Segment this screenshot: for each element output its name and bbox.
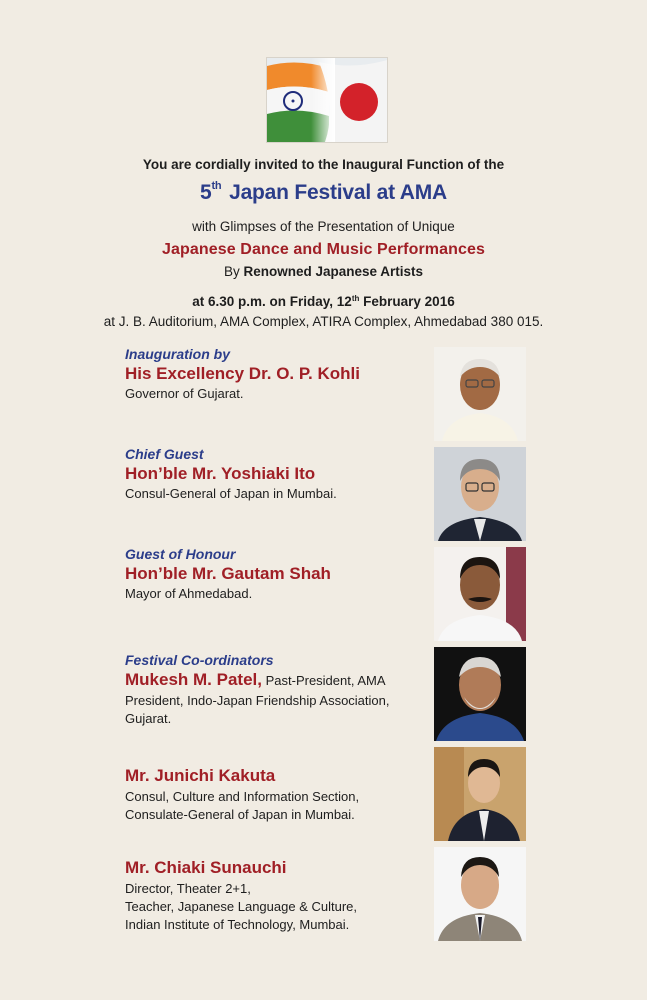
- section-role: Chief Guest: [125, 446, 204, 462]
- section-guest-of-honour: [125, 546, 425, 603]
- section-name: Mr. Junichi Kakuta: [125, 766, 276, 785]
- venue: at J. B. Auditorium, AMA Complex, ATIRA Complex, Ahmedabad 380 015.: [103, 314, 544, 329]
- section-inauguration: [125, 346, 425, 403]
- artists-prefix: By: [223, 264, 240, 279]
- artists-bold: Renowned Japanese Artists: [243, 264, 424, 279]
- section-name: Mr. Chiaki Sunauchi: [125, 858, 287, 877]
- photo-junichi-kakuta: [434, 747, 526, 841]
- section-desc: Consul, Culture and Information Section,: [125, 789, 360, 804]
- section-role: Festival Co-ordinators: [125, 652, 274, 668]
- section-name: Hon’ble Mr. Yoshiaki Ito: [125, 464, 316, 483]
- section-desc: Mayor of Ahmedabad.: [125, 586, 253, 601]
- photo-chief-guest: [434, 447, 526, 541]
- section-name: Hon’ble Mr. Gautam Shah: [125, 564, 331, 583]
- glimpses-line: with Glimpses of the Presentation of Unique: [192, 219, 455, 234]
- coordinator-name-line: [125, 669, 430, 692]
- photo-guest-of-honour: [434, 547, 526, 641]
- photo-mukesh-patel: [434, 647, 526, 741]
- section-role: Guest of Honour: [125, 546, 236, 562]
- section-desc: Gujarat.: [125, 711, 172, 726]
- time-prefix: at 6.30 p.m. on Friday, 12: [192, 294, 352, 309]
- section-name: His Excellency Dr. O. P. Kohli: [125, 364, 360, 383]
- section-coordinators: [125, 652, 430, 728]
- artists-line: [0, 264, 647, 279]
- festival-number: 5: [199, 181, 212, 204]
- section-desc: Consul-General of Japan in Mumbai.: [125, 486, 337, 501]
- time-sup: th: [351, 294, 360, 303]
- section-desc: Teacher, Japanese Language & Culture,: [125, 899, 358, 914]
- section-desc: Indian Institute of Technology, Mumbai.: [125, 917, 350, 932]
- section-desc: President, Indo-Japan Friendship Association,: [125, 693, 390, 708]
- festival-title: [0, 180, 647, 205]
- festival-number-suffix: th: [211, 180, 222, 192]
- photo-governor: [434, 347, 526, 441]
- section-desc: Consulate-General of Japan in Mumbai.: [125, 807, 355, 822]
- event-time: [0, 294, 647, 309]
- section-chiaki-sunauchi: [125, 857, 425, 934]
- section-junichi-kakuta: [125, 765, 425, 824]
- section-desc: Governor of Gujarat.: [125, 386, 244, 401]
- section-role: Inauguration by: [125, 346, 230, 362]
- invitation-line: You are cordially invited to the Inaugural Function of the: [142, 157, 505, 172]
- section-name: Mukesh M. Patel,: [125, 670, 262, 689]
- section-name-suffix: Past-President, AMA: [261, 673, 386, 688]
- time-suffix: February 2016: [363, 294, 455, 309]
- india-japan-flags-image: [266, 57, 388, 143]
- section-chief-guest: [125, 446, 425, 503]
- section-desc: Director, Theater 2+1,: [125, 881, 251, 896]
- festival-name: Japan Festival at AMA: [229, 181, 448, 204]
- photo-chiaki-sunauchi: [434, 847, 526, 941]
- performances-line: Japanese Dance and Music Performances: [162, 241, 485, 258]
